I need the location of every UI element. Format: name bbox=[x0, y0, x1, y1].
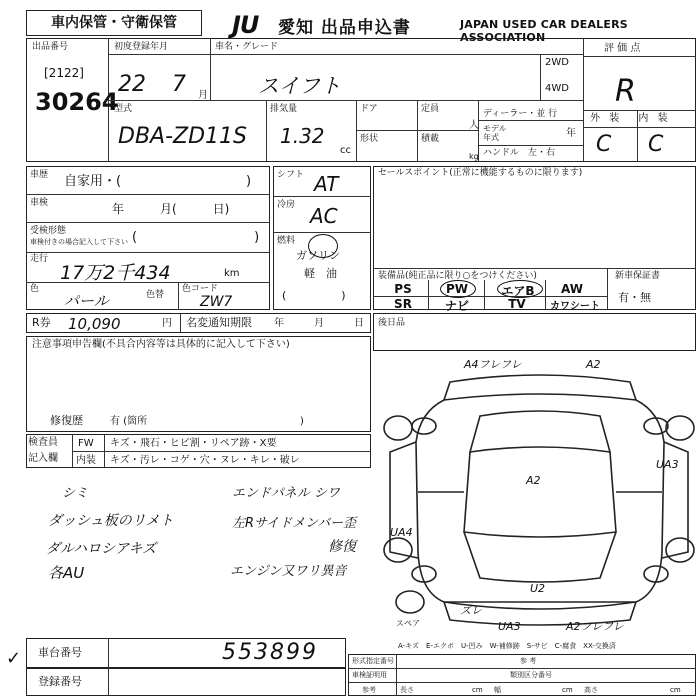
ext-label2: 装 bbox=[609, 113, 620, 124]
disp-label: 排気量 bbox=[270, 104, 298, 114]
grade-label: 評 価 点 bbox=[604, 43, 641, 54]
lot-sub: [2122] bbox=[44, 66, 84, 80]
shape-label: 形状 bbox=[360, 134, 379, 144]
sales-label: セールスポイント(正常に機能するものに限ります) bbox=[378, 168, 583, 178]
cert-high: 高さ bbox=[584, 686, 598, 694]
equip-tv: TV bbox=[508, 297, 526, 311]
ju-logo: JU bbox=[232, 11, 259, 39]
history-value: 自家用・( bbox=[64, 174, 122, 189]
equip-circle-airb bbox=[497, 280, 543, 298]
wd2-label: 2WD bbox=[545, 57, 569, 68]
inspect-label: 車検 bbox=[30, 198, 49, 208]
dmg-label-a2-bottom: A2フレフレ bbox=[566, 620, 624, 633]
color-value: パール bbox=[64, 292, 109, 310]
equip-navi: ナビ bbox=[444, 299, 469, 313]
mileage-km: km bbox=[224, 268, 240, 279]
receive-paren: ( ) bbox=[132, 230, 260, 245]
fuel-diesel: 軽 油 bbox=[304, 267, 337, 280]
inspector-label1: 検査員 bbox=[28, 437, 58, 448]
wd4-label: 4WD bbox=[545, 83, 569, 94]
dmg-label-u2: U2 bbox=[530, 582, 546, 595]
hw-line2: ダッシュ板のリメト bbox=[48, 513, 174, 529]
name-label: 車名・グレード bbox=[215, 42, 279, 52]
doc-title-text: 出品申込書 bbox=[320, 18, 411, 38]
cert-wide: 幅 bbox=[494, 686, 501, 694]
ac-value: AC bbox=[310, 204, 338, 228]
dmg-label-a4: A4フレフレ bbox=[464, 358, 522, 371]
person-unit: 人 bbox=[469, 120, 479, 131]
legend-text: A-キズ E-エクボ U-凹み W-補修跡 S-サビ C-腐食 XX-交換済 bbox=[398, 642, 616, 650]
equip-airbag: エアB bbox=[501, 284, 535, 298]
hw-line1b: エンドパネル シワ bbox=[232, 486, 340, 501]
history-label: 車歴 bbox=[30, 170, 49, 180]
lot-number: 30264 bbox=[35, 88, 119, 116]
cert-cm3: cm bbox=[670, 686, 681, 694]
check-mark: ✓ bbox=[6, 648, 22, 669]
cert-shape-label: 形式指定番号 bbox=[352, 657, 394, 665]
after-block bbox=[373, 313, 696, 351]
cert-cm2: cm bbox=[562, 686, 573, 694]
equip-label: 装備品(純正品に限り○をつけください) bbox=[378, 271, 537, 281]
repair-label: 修復歴 bbox=[50, 414, 83, 427]
hw-line4b: エンジン又ワリ異音 bbox=[230, 564, 347, 579]
deadline-label: 名変通知期限 bbox=[186, 316, 252, 329]
new-warranty-label: 新車保証書 bbox=[615, 271, 661, 281]
cert-cm1: cm bbox=[472, 686, 483, 694]
inspector-row2-tag: 内装 bbox=[76, 455, 96, 466]
mileage-label: 走行 bbox=[30, 254, 49, 264]
reg-label: 初度登録年月 bbox=[114, 42, 169, 52]
equip-sr: SR bbox=[394, 297, 412, 311]
car-diagram bbox=[380, 352, 696, 652]
spare-label: スペア bbox=[396, 619, 420, 628]
cert-long: 長さ bbox=[400, 686, 414, 694]
ext-label: 外 bbox=[590, 113, 600, 124]
chassis-value: 553899 bbox=[222, 640, 318, 665]
equip-pw: PW bbox=[445, 282, 469, 296]
inspect-text: 年 月( 日) bbox=[112, 202, 230, 216]
doc-title bbox=[278, 13, 411, 38]
recycle-value: 10,090 bbox=[68, 315, 121, 333]
inspector-row2-text: キズ・汚レ・コゲ・穴・ヌレ・キレ・破レ bbox=[110, 455, 300, 466]
lot-label: 出品番号 bbox=[32, 42, 69, 52]
dmg-label-zure: ズレ bbox=[460, 604, 482, 617]
org-name: 愛知 bbox=[278, 18, 314, 38]
notes-label: 注意事項申告欄(不具合内容等は具体的に記入して下さい) bbox=[32, 339, 290, 350]
door-label: ドア bbox=[360, 104, 378, 114]
int-label: 内 bbox=[638, 113, 649, 124]
model-label: 型式 bbox=[114, 104, 133, 114]
storage-title: 車内保管・守衛保管 bbox=[26, 10, 202, 36]
ext-grade-value: C bbox=[596, 132, 612, 157]
handle-label: ハンドル 左・右 bbox=[483, 148, 556, 158]
color-code-value: ZW7 bbox=[200, 294, 233, 310]
color-label: 色 bbox=[30, 284, 40, 294]
mileage-value: 17万2千434 bbox=[60, 262, 171, 284]
inspector-row1-text: キズ・飛石・ヒビ割・リペア跡・X要 bbox=[110, 438, 277, 449]
disp-value: 1.32 bbox=[280, 124, 325, 148]
cert-cert-label: 車検証明用 bbox=[352, 671, 387, 679]
dealer-label: ディーラー・並 行 bbox=[483, 109, 558, 119]
recycle-yen: 円 bbox=[162, 318, 172, 329]
int-grade-value: C bbox=[648, 132, 664, 157]
equip-seat: カワシート bbox=[550, 301, 600, 312]
reg-month-unit: 月 bbox=[198, 90, 208, 101]
cert-ref1: 参 考 bbox=[520, 657, 537, 665]
inspector-row1-tag: FW bbox=[78, 438, 94, 449]
receive-label: 受検形態 bbox=[30, 226, 67, 236]
dmg-label-ua4: UA4 bbox=[390, 526, 413, 539]
ac-label: 冷房 bbox=[277, 200, 296, 210]
hw-line2b: 左Rサイドメンバー歪 bbox=[232, 516, 357, 531]
hw-line3: ダルハロシアキズ bbox=[46, 541, 157, 557]
fuel-gas: ガソリン bbox=[296, 249, 340, 262]
dmg-label-ua3-bottom: UA3 bbox=[498, 620, 521, 633]
car-name: スイフト bbox=[258, 74, 341, 98]
inspector-label2: 記入欄 bbox=[28, 453, 58, 464]
equip-aw: AW bbox=[561, 282, 583, 296]
year-unit: 年 bbox=[566, 128, 576, 139]
dmg-label-ua3-right: UA3 bbox=[656, 458, 679, 471]
color-swap-label: 色替 bbox=[146, 290, 165, 300]
color-code-label: 色コード bbox=[182, 284, 219, 294]
receive-sub: 車検付きの場合記入して下さい bbox=[30, 238, 128, 246]
load-label: 積載 bbox=[421, 134, 440, 144]
dmg-label-a2-center: A2 bbox=[526, 474, 541, 487]
deadline-text: 年 月 日 bbox=[274, 318, 364, 329]
cert-ref3: 参考 bbox=[362, 686, 376, 694]
hw-line1: シミ bbox=[62, 486, 89, 501]
grade-value: R bbox=[615, 74, 636, 109]
after-label: 後日品 bbox=[378, 318, 406, 328]
cap-label: 定員 bbox=[421, 104, 440, 114]
reg-year: 22 bbox=[118, 72, 146, 97]
equip-ps: PS bbox=[394, 282, 412, 296]
assoc-name: JAPAN USED CAR DEALERS ASSOCIATION bbox=[460, 18, 628, 44]
hw-line4: 各AU bbox=[48, 564, 85, 582]
ext-int-labels bbox=[590, 113, 668, 124]
new-warranty-opts: 有・無 bbox=[618, 291, 651, 304]
shift-label: シフト bbox=[277, 170, 305, 180]
model-year-label: モデル 年式 bbox=[483, 124, 507, 142]
history-close: ) bbox=[246, 174, 252, 189]
regnum-label: 登録番号 bbox=[38, 675, 82, 688]
hw-line3b: 修復 bbox=[328, 539, 356, 555]
shift-value: AT bbox=[314, 172, 339, 196]
int-label2: 装 bbox=[657, 113, 668, 124]
repair-value: 有 (箇所 bbox=[110, 416, 148, 427]
recycle-label: R券 bbox=[32, 316, 51, 329]
model-value: DBA-ZD11S bbox=[118, 124, 247, 149]
load-kg: kg bbox=[469, 152, 479, 161]
equip-circle-pw bbox=[440, 280, 476, 298]
cert-class-label: 類別区分番号 bbox=[510, 671, 552, 679]
reg-month: 7 bbox=[172, 72, 186, 97]
fuel-paren: ( ) bbox=[282, 289, 346, 302]
chassis-label: 車台番号 bbox=[38, 646, 82, 659]
fuel-label: 燃料 bbox=[277, 236, 296, 246]
dmg-label-a2-top: A2 bbox=[586, 358, 601, 371]
disp-cc: cc bbox=[340, 145, 351, 156]
repair-close: ) bbox=[300, 416, 304, 427]
